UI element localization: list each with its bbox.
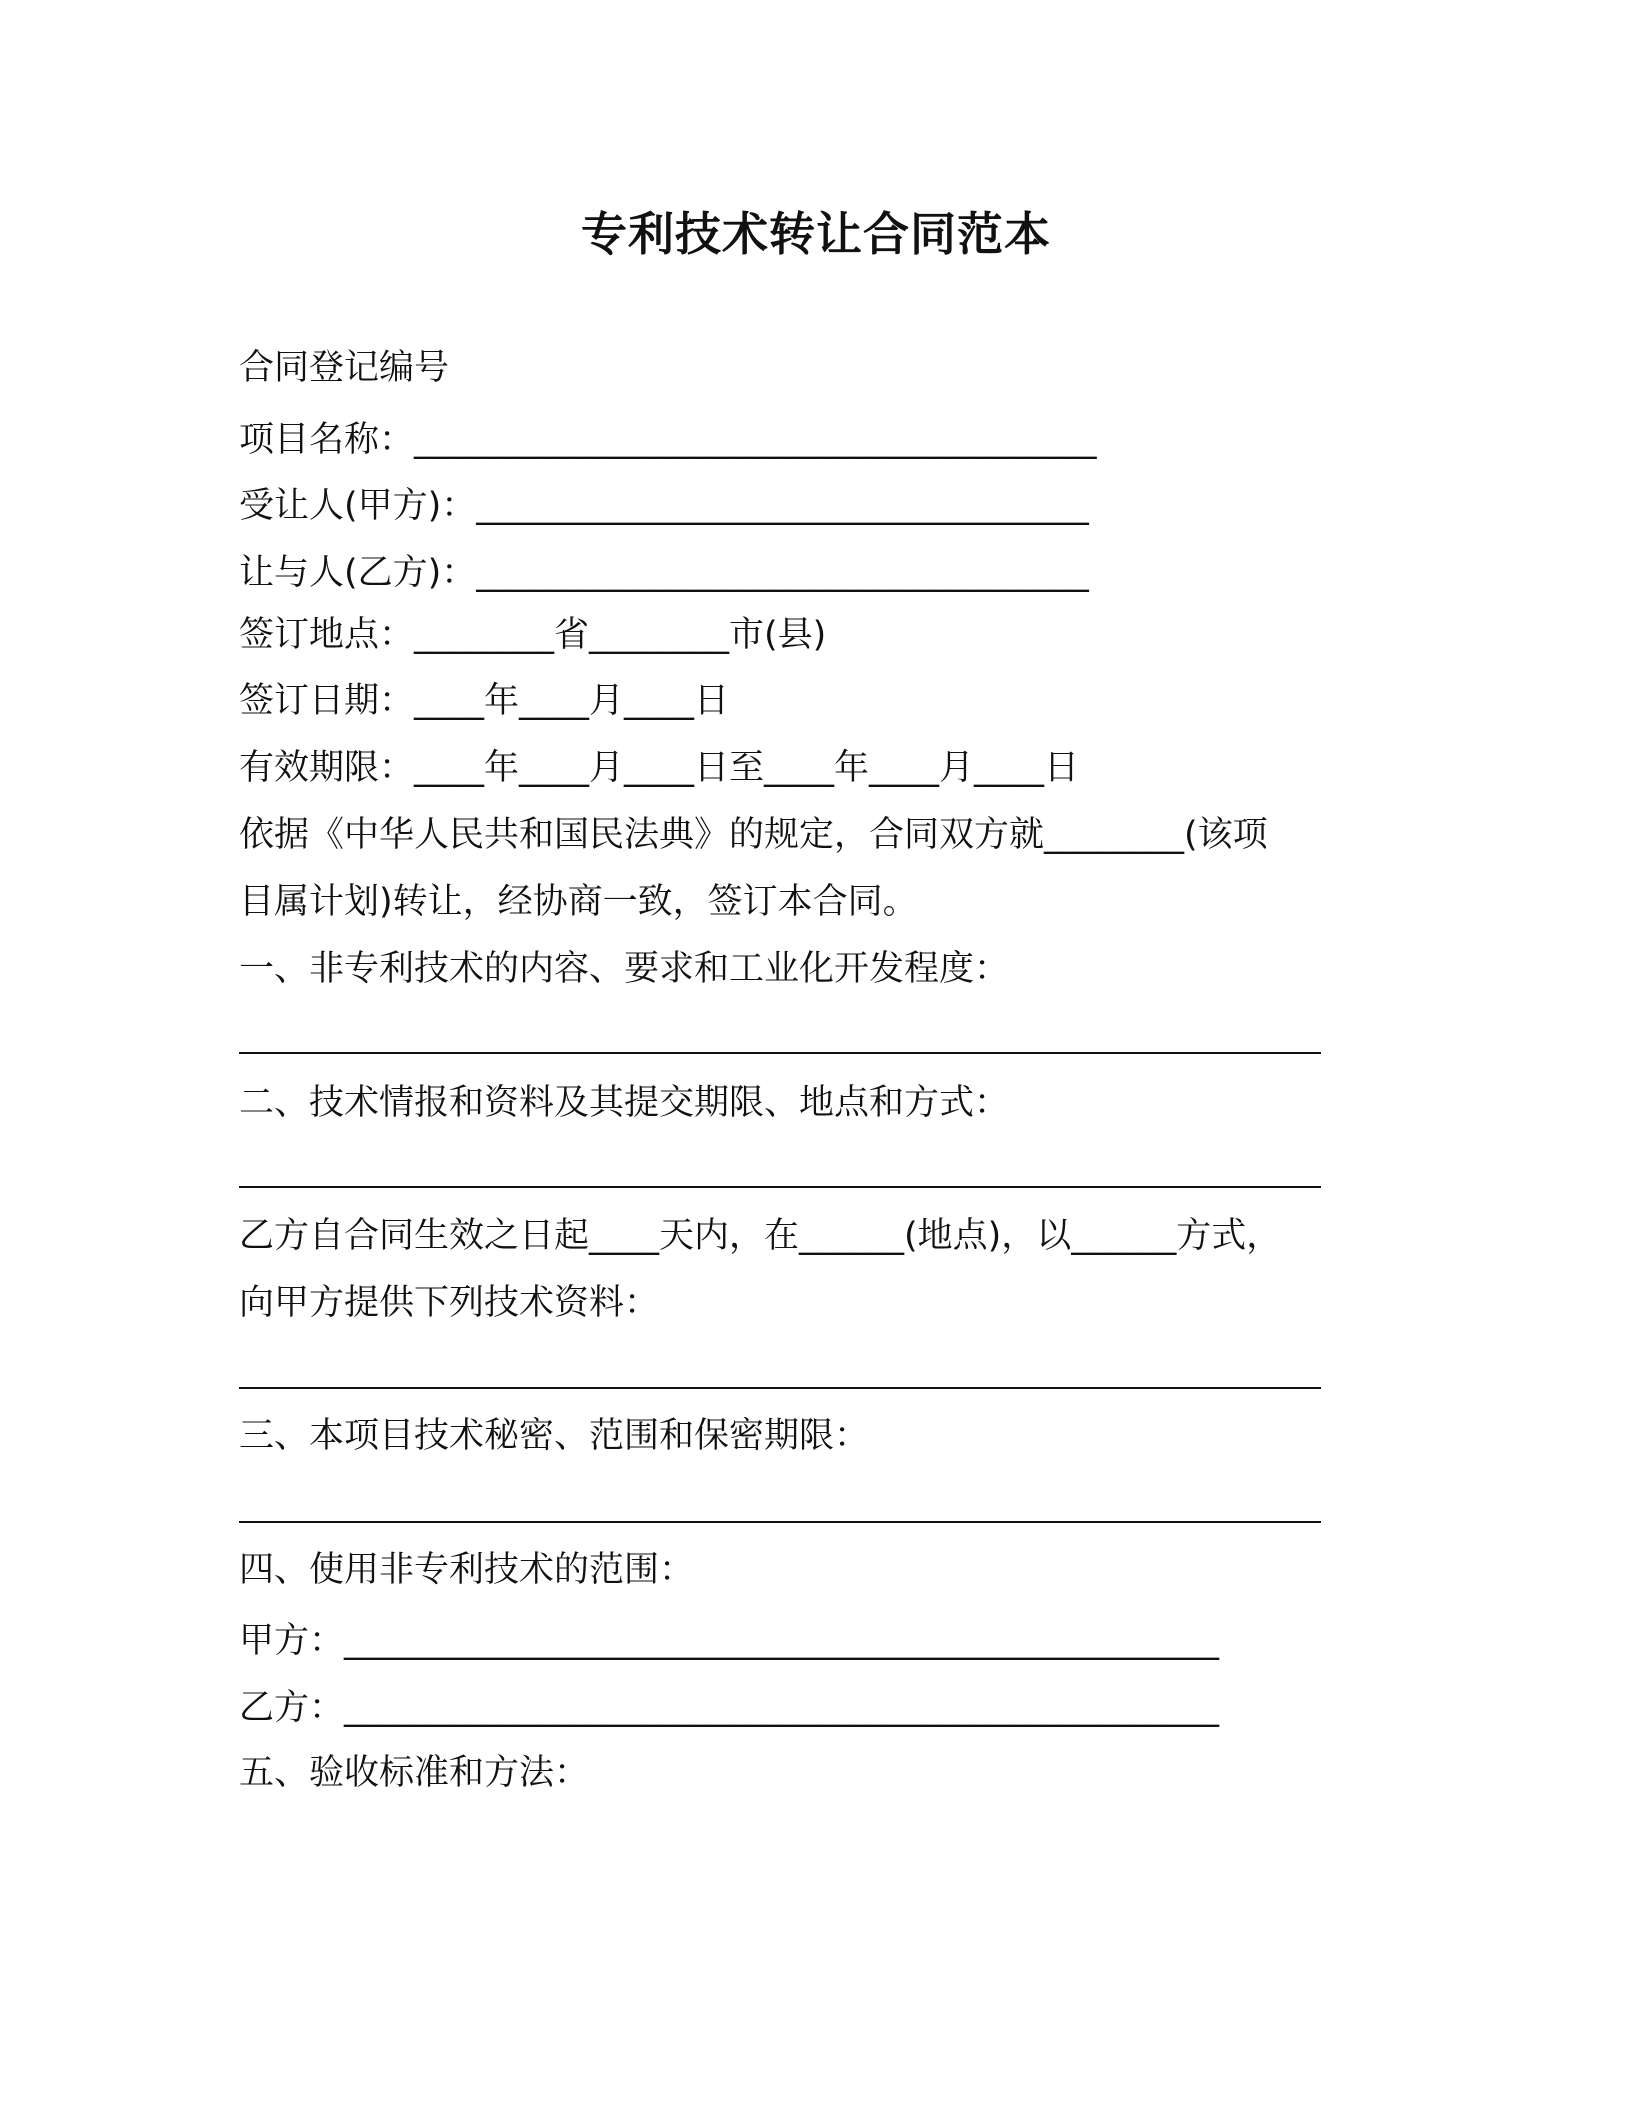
provide-materials-line1: 乙方自合同生效之日起____天内，在______(地点)，以______方式， [239,1216,1282,1256]
section-5-heading: 五、验收标准和方法： [239,1753,590,1793]
validity-period-field: 有效期限：____年____月____日至____年____月____日 [239,748,1080,788]
signing-place-field: 签订地点：________省________市(县) [239,615,827,655]
contract-registration-number: 合同登记编号 [239,348,450,388]
section-1-blank-line [239,1052,1321,1054]
section-2-blank-line [239,1186,1321,1188]
party-a-scope-field: 甲方：__________________________________________________ [239,1621,1220,1661]
project-name-field: 项目名称：_______________________________________ [239,420,1097,460]
section-2-heading: 二、技术情报和资料及其提交期限、地点和方式： [239,1083,1010,1123]
assignee-field: 受让人(甲方)：___________________________________ [239,486,1089,526]
assignor-field: 让与人(乙方)：___________________________________ [239,553,1089,593]
basis-paragraph-line2: 目属计划)转让，经协商一致，签订本合同。 [239,882,918,922]
provide-materials-line2: 向甲方提供下列技术资料： [239,1283,660,1323]
section-3-heading: 三、本项目技术秘密、范围和保密期限： [239,1416,870,1456]
section-4-heading: 四、使用非专利技术的范围： [239,1550,695,1590]
materials-blank-line [239,1387,1321,1389]
section-3-blank-line [239,1521,1321,1523]
signing-date-field: 签订日期：____年____月____日 [239,681,730,721]
document-title: 专利技术转让合同范本 [581,207,1051,261]
basis-paragraph-line1: 依据《中华人民共和国民法典》的规定，合同双方就________(该项 [239,815,1268,855]
party-b-scope-field: 乙方：__________________________________________________ [239,1688,1220,1728]
section-1-heading: 一、非专利技术的内容、要求和工业化开发程度： [239,949,1010,989]
